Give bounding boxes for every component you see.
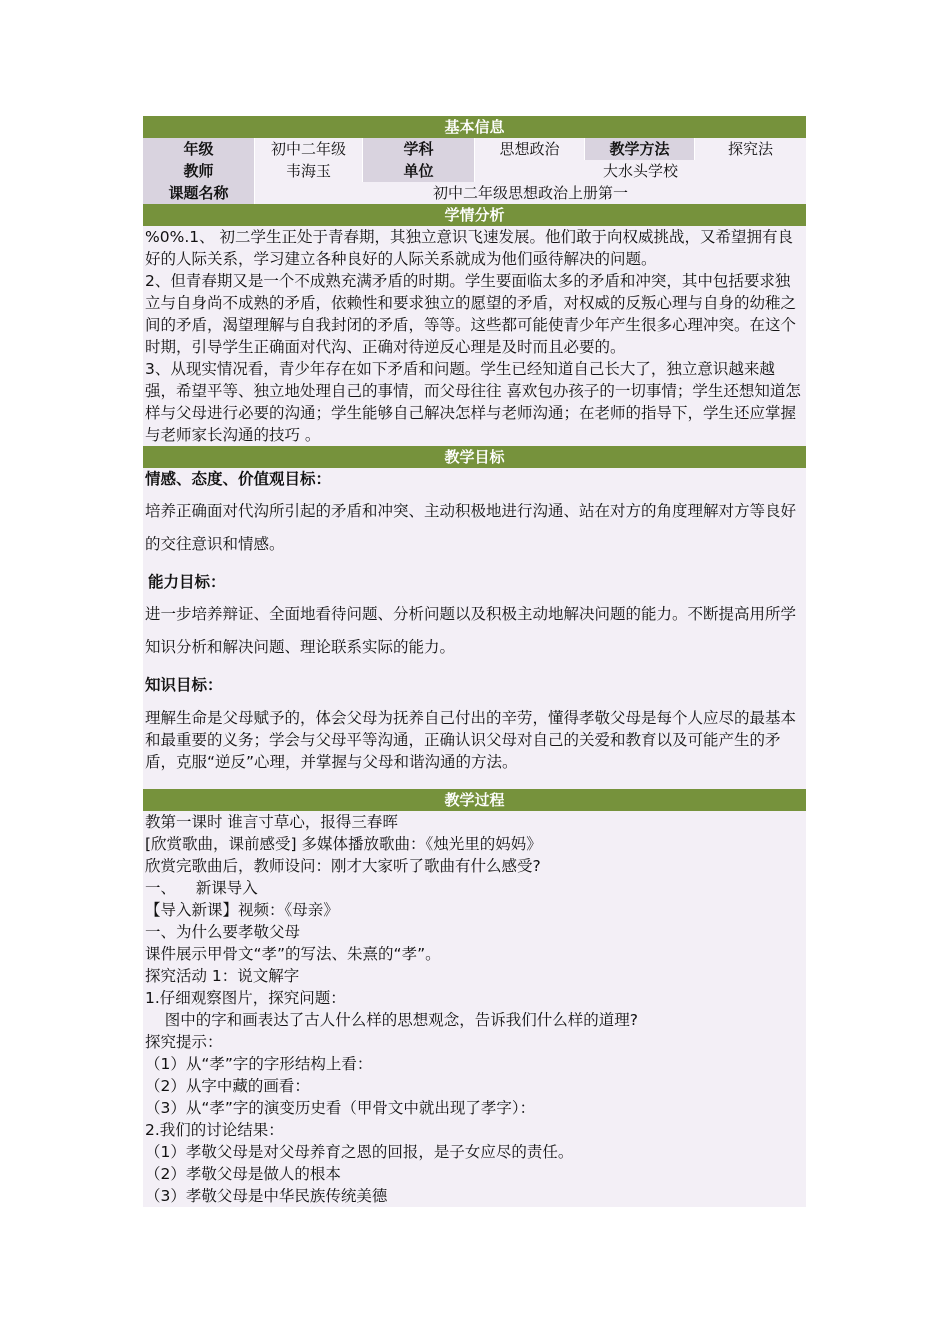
ability-goal-title: 能力目标： bbox=[148, 573, 226, 591]
process-line: （2）孝敬父母是做人的根本 bbox=[145, 1164, 341, 1183]
process-line: [欣赏歌曲，课前感受] 多媒体播放歌曲：《烛光里的妈妈》 bbox=[145, 834, 542, 853]
teacher-label: 教师 bbox=[143, 160, 255, 182]
ability-goal-text: 进一步培养辩证、全面地看待问题、分析问题以及积极主动地解决问题的能力。不断提高用所学知识分析和解决问题、理论联系实际的能力。 bbox=[145, 605, 797, 656]
grade-value: 初中二年级 bbox=[255, 138, 363, 160]
unit-value: 大水头学校 bbox=[475, 160, 806, 182]
process-line: 一、为什么要孝敬父母 bbox=[145, 922, 301, 941]
analysis-paragraph-2: 2、但青春期又是一个不成熟充满矛盾的时期。学生要面临太多的矛盾和冲突，其中包括要求独立与自身尚不成熟的矛盾，依赖性和要求独立的愿望的矛盾，对权威的反叛心理与自身的幼稚之间的矛盾，渴望理解与自我封闭的矛盾，等等。这些都可能使青少年产生很多心理冲突。在这个时期，引导学生正确面对代沟、正确对待逆反心理是及时而且必要的。 bbox=[145, 272, 797, 356]
process-line: 1.仔细观察图片，探究问题： bbox=[145, 988, 346, 1007]
analysis-paragraph-1: %0%.1、 初二学生正处于青春期，其独立意识飞速发展。他们敢于向权威挑战，又希望拥有良好的人际关系，学习建立各种良好的人际关系就成为他们亟待解决的问题。 bbox=[145, 228, 794, 268]
emotion-goal-text: 培养正确面对代沟所引起的矛盾和冲突、主动积极地进行沟通、站在对方的角度理解对方等良好的交往意识和情感。 bbox=[145, 502, 797, 553]
lesson-plan-document bbox=[143, 116, 806, 1207]
section-header-teaching-process: 教学过程 bbox=[143, 789, 806, 811]
subject-value: 思想政治 bbox=[475, 138, 585, 160]
process-line: （3）孝敬父母是中华民族传统美德 bbox=[145, 1186, 388, 1205]
method-label: 教学方法 bbox=[585, 138, 695, 160]
process-line: 图中的字和画表达了古人什么样的思想观念，告诉我们什么样的道理? bbox=[145, 1010, 638, 1029]
teaching-goals bbox=[143, 468, 806, 773]
knowledge-goal-text: 理解生命是父母赋予的，体会父母为抚养自己付出的辛劳，懂得孝敬父母是每个人应尽的最基本和最重要的义务；学会与父母平等沟通，正确认识父母对自己的关爱和教育以及可能产生的矛盾，克服“逆反”心理，并掌握与父母和谐沟通的方法。 bbox=[145, 709, 797, 771]
knowledge-goal-title: 知识目标： bbox=[145, 676, 223, 694]
process-line: 课件展示甲骨文“孝”的写法、朱熹的“孝”。 bbox=[145, 944, 441, 963]
teacher-value: 韦海玉 bbox=[255, 160, 363, 182]
process-line: 一、 新课导入 bbox=[145, 878, 258, 897]
emotion-goal-title: 情感、态度、价值观目标： bbox=[145, 470, 332, 488]
process-line: （3）从“孝”字的演变历史看（甲骨文中就出现了孝字）： bbox=[145, 1098, 536, 1117]
process-line: 探究活动 1：说文解字 bbox=[145, 966, 300, 985]
process-line: （1）孝敬父母是对父母养育之恩的回报，是子女应尽的责任。 bbox=[145, 1142, 574, 1161]
teaching-process bbox=[143, 811, 806, 1207]
process-line: 2.我们的讨论结果： bbox=[145, 1120, 284, 1139]
process-line: 探究提示： bbox=[145, 1032, 223, 1051]
section-header-basic-info: 基本信息 bbox=[143, 116, 806, 138]
method-value: 探究法 bbox=[695, 138, 806, 160]
analysis-paragraph-3: 3、从现实情况看，青少年存在如下矛盾和问题。学生已经知道自己长大了，独立意识越来越强，希望平等、独立地处理自己的事情，而父母往往 喜欢包办孩子的一切事情；学生还想知道怎样与父母进行必要的沟通；学生能够自己解决怎样与老师沟通；在老师的指导下，学生还应掌握与老师家长沟通的技巧 。 bbox=[145, 360, 801, 444]
topic-value: 初中二年级思想政治上册第一 bbox=[255, 182, 806, 204]
info-row-3 bbox=[143, 182, 806, 204]
process-line: （1）从“孝”字的字形结构上看： bbox=[145, 1054, 373, 1073]
topic-label: 课题名称 bbox=[143, 182, 255, 204]
process-line: （2）从字中藏的画看： bbox=[145, 1076, 310, 1095]
info-row-2 bbox=[143, 160, 806, 182]
info-row-1 bbox=[143, 138, 806, 160]
process-line: 【导入新课】视频：《母亲》 bbox=[145, 900, 339, 919]
process-line: 教第一课时 谁言寸草心，报得三春晖 bbox=[145, 812, 398, 831]
subject-label: 学科 bbox=[363, 138, 475, 160]
section-header-teaching-goals: 教学目标 bbox=[143, 446, 806, 468]
grade-label: 年级 bbox=[143, 138, 255, 160]
process-line: 欣赏完歌曲后，教师设问：刚才大家听了歌曲有什么感受? bbox=[145, 856, 541, 875]
student-analysis-text bbox=[143, 226, 806, 446]
section-header-student-analysis: 学情分析 bbox=[143, 204, 806, 226]
unit-label: 单位 bbox=[363, 160, 475, 182]
